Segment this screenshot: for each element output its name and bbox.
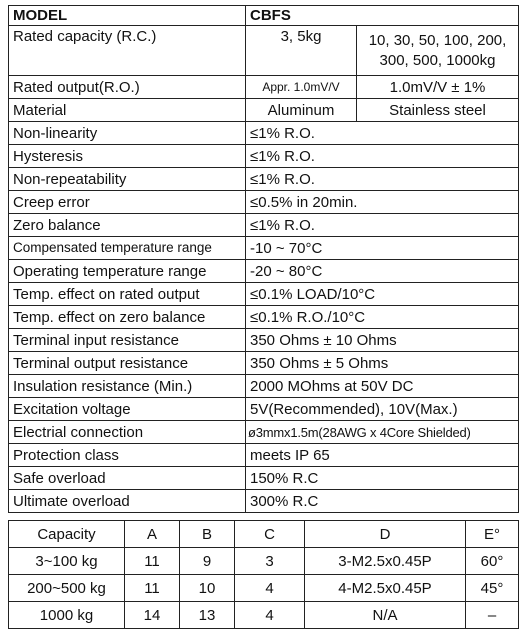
spec-value: ≤0.1% R.O./10°C [246, 306, 519, 329]
spec-label: Insulation resistance (Min.) [9, 375, 246, 398]
spec-row [9, 145, 519, 168]
spec-row [9, 329, 519, 352]
dimensions-table [8, 520, 519, 629]
model-value: CBFS [246, 6, 519, 26]
spec-value: ≤0.5% in 20min. [246, 191, 519, 214]
spec-value: 300% R.C [246, 490, 519, 513]
spec-row [9, 306, 519, 329]
spec-value: ≤0.1% LOAD/10°C [246, 283, 519, 306]
spec-row [9, 375, 519, 398]
spec-row [9, 237, 519, 260]
dims-header-cell: B [180, 521, 235, 548]
spec-row [9, 490, 519, 513]
dims-cell: 9 [180, 548, 235, 575]
spec-row-material [9, 99, 519, 122]
dims-header-cell: E° [466, 521, 519, 548]
spec-row [9, 421, 519, 444]
spec-value: ≤1% R.O. [246, 122, 519, 145]
spec-label: Terminal input resistance [9, 329, 246, 352]
dims-cell: 4-M2.5x0.45P [305, 575, 466, 602]
dims-row [9, 548, 519, 575]
dims-header-cell: Capacity [9, 521, 125, 548]
dims-row [9, 575, 519, 602]
spec-value: ≤1% R.O. [246, 214, 519, 237]
dims-cell: 4 [235, 575, 305, 602]
dims-cell: 45° [466, 575, 519, 602]
spec-row [9, 444, 519, 467]
spec-header-row [9, 6, 519, 26]
spec-row [9, 168, 519, 191]
rated-output-label: Rated output(R.O.) [9, 76, 246, 99]
spec-label: Terminal output resistance [9, 352, 246, 375]
spec-value: -10 ~ 70°C [246, 237, 519, 260]
dims-cell: 1000 kg [9, 602, 125, 629]
specification-table [8, 5, 519, 513]
spec-label: Temp. effect on rated output [9, 283, 246, 306]
spec-row [9, 352, 519, 375]
spec-row [9, 191, 519, 214]
spec-row-rated-output [9, 76, 519, 99]
spec-value: meets IP 65 [246, 444, 519, 467]
spec-label: Temp. effect on zero balance [9, 306, 246, 329]
dims-cell: 3 [235, 548, 305, 575]
material-label: Material [9, 99, 246, 122]
spec-value: ≤1% R.O. [246, 168, 519, 191]
spec-label: Excitation voltage [9, 398, 246, 421]
dims-cell: 11 [125, 575, 180, 602]
dims-header-cell: A [125, 521, 180, 548]
dims-cell: 11 [125, 548, 180, 575]
spec-label: Protection class [9, 444, 246, 467]
dims-cell: – [466, 602, 519, 629]
dims-cell: 3~100 kg [9, 548, 125, 575]
spec-value: 150% R.C [246, 467, 519, 490]
dims-cell: 200~500 kg [9, 575, 125, 602]
rated-capacity-label: Rated capacity (R.C.) [9, 26, 246, 76]
spec-label: Zero balance [9, 214, 246, 237]
spec-row [9, 283, 519, 306]
spec-row [9, 214, 519, 237]
spec-row [9, 260, 519, 283]
dims-header-cell: D [305, 521, 466, 548]
rated-output-small: Appr. 1.0mV/V [246, 76, 357, 99]
model-label: MODEL [9, 6, 246, 26]
material-small: Aluminum [246, 99, 357, 122]
spec-row [9, 398, 519, 421]
spec-label: Safe overload [9, 467, 246, 490]
spec-row [9, 122, 519, 145]
spec-label: Non-linearity [9, 122, 246, 145]
spec-value: ø3mmx1.5m(28AWG x 4Core Shielded) [246, 421, 519, 444]
spec-label: Electrial connection [9, 421, 246, 444]
spec-row-rated-capacity [9, 26, 519, 76]
spec-value: 5V(Recommended), 10V(Max.) [246, 398, 519, 421]
dims-cell: 13 [180, 602, 235, 629]
rated-output-large: 1.0mV/V ± 1% [357, 76, 519, 99]
dims-cell: N/A [305, 602, 466, 629]
dims-cell: 10 [180, 575, 235, 602]
spec-value: 350 Ohms ± 5 Ohms [246, 352, 519, 375]
spec-row [9, 467, 519, 490]
spec-value: -20 ~ 80°C [246, 260, 519, 283]
dims-row [9, 602, 519, 629]
rated-capacity-large: 10, 30, 50, 100, 200, 300, 500, 1000kg [357, 26, 519, 76]
spec-value: 2000 MOhms at 50V DC [246, 375, 519, 398]
spec-label: Non-repeatability [9, 168, 246, 191]
spec-label: Operating temperature range [9, 260, 246, 283]
dims-cell: 3-M2.5x0.45P [305, 548, 466, 575]
dims-cell: 60° [466, 548, 519, 575]
dims-header-cell: C [235, 521, 305, 548]
rated-capacity-small: 3, 5kg [246, 26, 357, 76]
spec-label: Ultimate overload [9, 490, 246, 513]
material-large: Stainless steel [357, 99, 519, 122]
spec-label: Creep error [9, 191, 246, 214]
dims-cell: 4 [235, 602, 305, 629]
spec-label: Hysteresis [9, 145, 246, 168]
spec-label: Compensated temperature range [9, 237, 246, 260]
dims-cell: 14 [125, 602, 180, 629]
spec-value: ≤1% R.O. [246, 145, 519, 168]
spec-value: 350 Ohms ± 10 Ohms [246, 329, 519, 352]
dims-header-row [9, 521, 519, 548]
